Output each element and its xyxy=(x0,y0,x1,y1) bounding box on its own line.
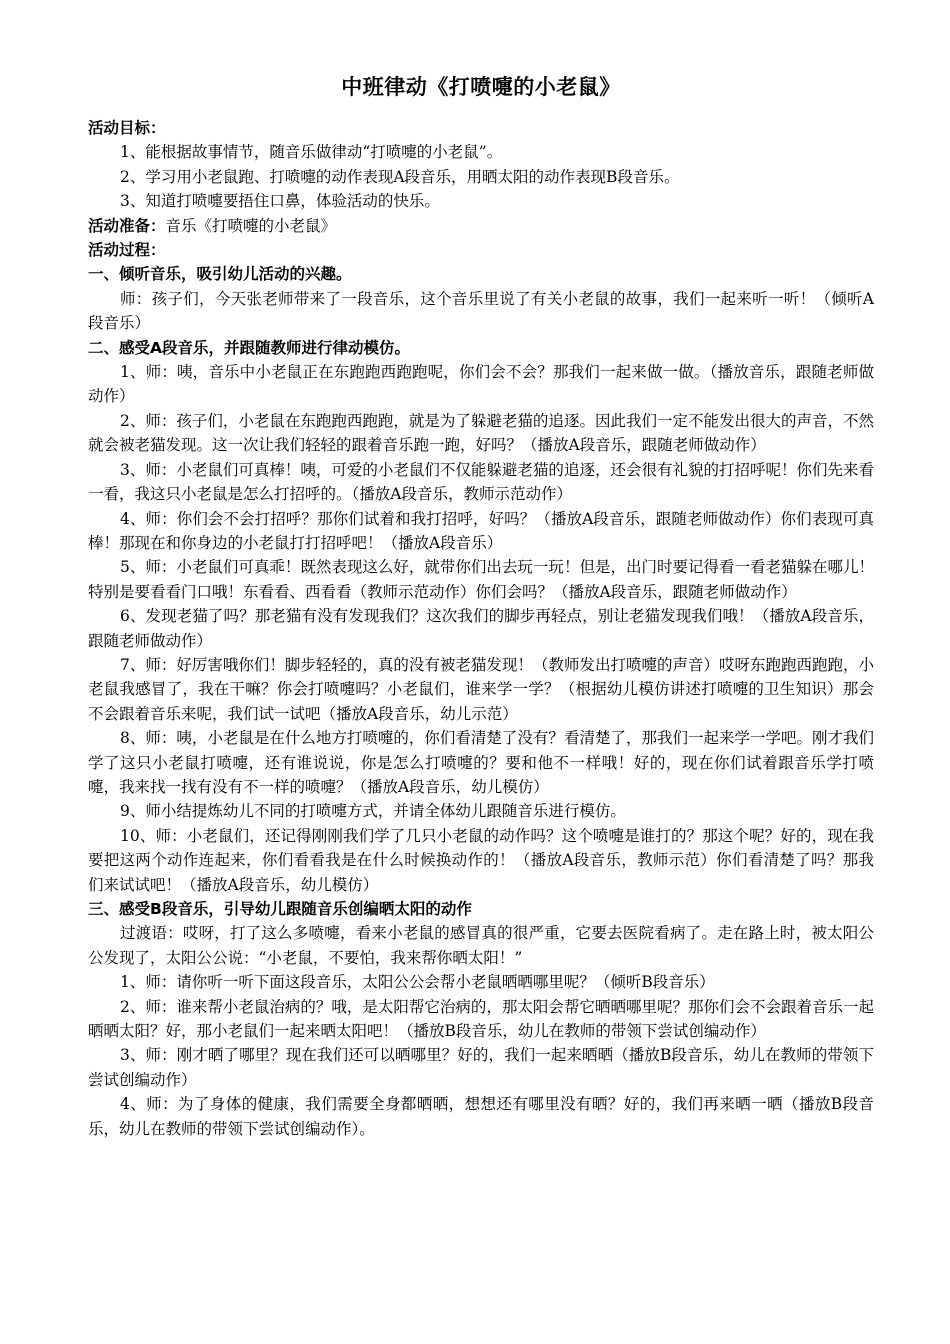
document-page xyxy=(88,72,874,1141)
paragraph: 师：孩子们，今天张老师带来了一段音乐，这个音乐里说了有关小老鼠的故事，我们一起来听一听！（倾听A段音乐） xyxy=(88,289,874,333)
section-heading: 一、倾听音乐，吸引幼儿活动的兴趣。 xyxy=(88,265,352,284)
page-title: 中班律动《打喷嚏的小老鼠》 xyxy=(341,75,621,99)
paragraph: 9、师小结提炼幼儿不同的打喷嚏方式，并请全体幼儿跟随音乐进行模仿。 xyxy=(120,802,626,821)
paragraph: 2、师：谁来帮小老鼠治病的？哦，是太阳帮它治病的，那太阳会帮它晒晒哪里呢？那你们会不会跟着音乐一起晒晒太阳？好，那小老鼠们一起来晒太阳吧！（播放B段音乐，幼儿在教师的带领下尝试创编动作） xyxy=(88,997,874,1041)
paragraph: 10、师：小老鼠们，还记得刚刚我们学了几只小老鼠的动作吗？这个喷嚏是谁打的？那这个呢？好的，现在我要把这两个动作连起来，你们看看我是在什么时候换动作的！（播放A段音乐，教师示范）你们看清楚了吗？那我们来试试吧！（播放A段音乐，幼儿模仿） xyxy=(88,826,874,894)
goal-item: 3、知道打喷嚏要捂住口鼻，体验活动的快乐。 xyxy=(120,192,440,211)
paragraph: 1、师：请你听一听下面这段音乐，太阳公公会帮小老鼠晒晒哪里呢？（倾听B段音乐） xyxy=(120,973,715,992)
goal-item: 1、能根据故事情节，随音乐做律动“打喷嚏的小老鼠”。 xyxy=(120,143,503,162)
paragraph: 6、发现老猫了吗？那老猫有没有发现我们？这次我们的脚步再轻点，别让老猫发现我们哦！（播放A段音乐，跟随老师做动作） xyxy=(88,607,874,650)
paragraph: 2、师：孩子们，小老鼠在东跑跑西跑跑，就是为了躲避老猫的追逐。因此我们一定不能发出很大的声音，不然就会被老猫发现。这一次让我们轻轻的跟着音乐跑一跑，好吗？（播放A段音乐，跟随老师做动作） xyxy=(88,411,874,455)
paragraph: 7、师：好厉害哦你们！脚步轻轻的，真的没有被老猫发现！（教师发出打喷嚏的声音）哎呀东跑跑西跑跑，小老鼠我感冒了，我在干嘛？你会打喷嚏吗？小老鼠们，谁来学一学？（根据幼儿模仿讲述打喷嚏的卫生知识）那会不会跟着音乐来呢，我们试一试吧（播放A段音乐，幼儿示范） xyxy=(88,655,874,723)
section-heading: 二、感受A段音乐，并跟随教师进行律动模仿。 xyxy=(88,338,410,357)
paragraph: 8、师：咦，小老鼠是在什么地方打喷嚏的，你们看清楚了没有？看清楚了，那我们一起来学一学吧。刚才我们学了这只小老鼠打喷嚏，还有谁说说，你是怎么打喷嚏的？要和他不一样哦！好的，现在你们试着跟音乐学打喷嚏，我来找一找有没有不一样的喷嚏？（播放A段音乐，幼儿模仿） xyxy=(88,729,874,796)
paragraph: 3、师：刚才晒了哪里？现在我们还可以晒哪里？好的，我们一起来晒晒（播放B段音乐，幼儿在教师的带领下尝试创编动作） xyxy=(88,1046,874,1089)
process-heading: 活动过程： xyxy=(88,241,166,260)
preparation-line xyxy=(88,214,874,238)
paragraph: 4、师：为了身体的健康，我们需要全身都晒晒，想想还有哪里没有晒？好的，我们再来晒一晒（播放B段音乐，幼儿在教师的带领下尝试创编动作）。 xyxy=(88,1095,874,1138)
preparation-label: 活动准备： xyxy=(88,216,166,235)
paragraph: 5、师：小老鼠们可真乖！既然表现这么好，就带你们出去玩一玩！但是，出门时要记得看一看老猫躲在哪儿！特别是要看看门口哦！东看看、西看看（教师示范动作）你们会吗？（播放A段音乐，跟随老师做动作） xyxy=(88,558,874,601)
paragraph: 1、师：咦，音乐中小老鼠正在东跑跑西跑跑呢，你们会不会？那我们一起来做一做。（播放音乐，跟随老师做动作） xyxy=(88,363,874,406)
goal-item: 2、学习用小老鼠跑、打喷嚏的动作表现A段音乐，用晒太阳的动作表现B段音乐。 xyxy=(120,167,680,186)
preparation-text: 音乐《打喷嚏的小老鼠》 xyxy=(165,216,337,235)
paragraph: 3、师：小老鼠们可真棒！咦，可爱的小老鼠们不仅能躲避老猫的追逐，还会很有礼貌的打招呼呢！你们先来看一看，我这只小老鼠是怎么打招呼的。（播放A段音乐，教师示范动作） xyxy=(88,460,874,504)
paragraph: 4、师：你们会不会打招呼？那你们试着和我打招呼，好吗？（播放A段音乐，跟随老师做动作）你们表现可真棒！那现在和你身边的小老鼠打打招呼吧！（播放A段音乐） xyxy=(88,509,874,552)
goals-heading: 活动目标： xyxy=(88,119,166,137)
section-heading: 三、感受B段音乐，引导幼儿跟随音乐创编晒太阳的动作 xyxy=(88,900,472,918)
paragraph: 过渡语：哎呀，打了这么多喷嚏，看来小老鼠的感冒真的很严重，它要去医院看病了。走在路上时，被太阳公公发现了，太阳公公说：“小老鼠，不要怕，我来帮你晒太阳！” xyxy=(88,924,874,967)
